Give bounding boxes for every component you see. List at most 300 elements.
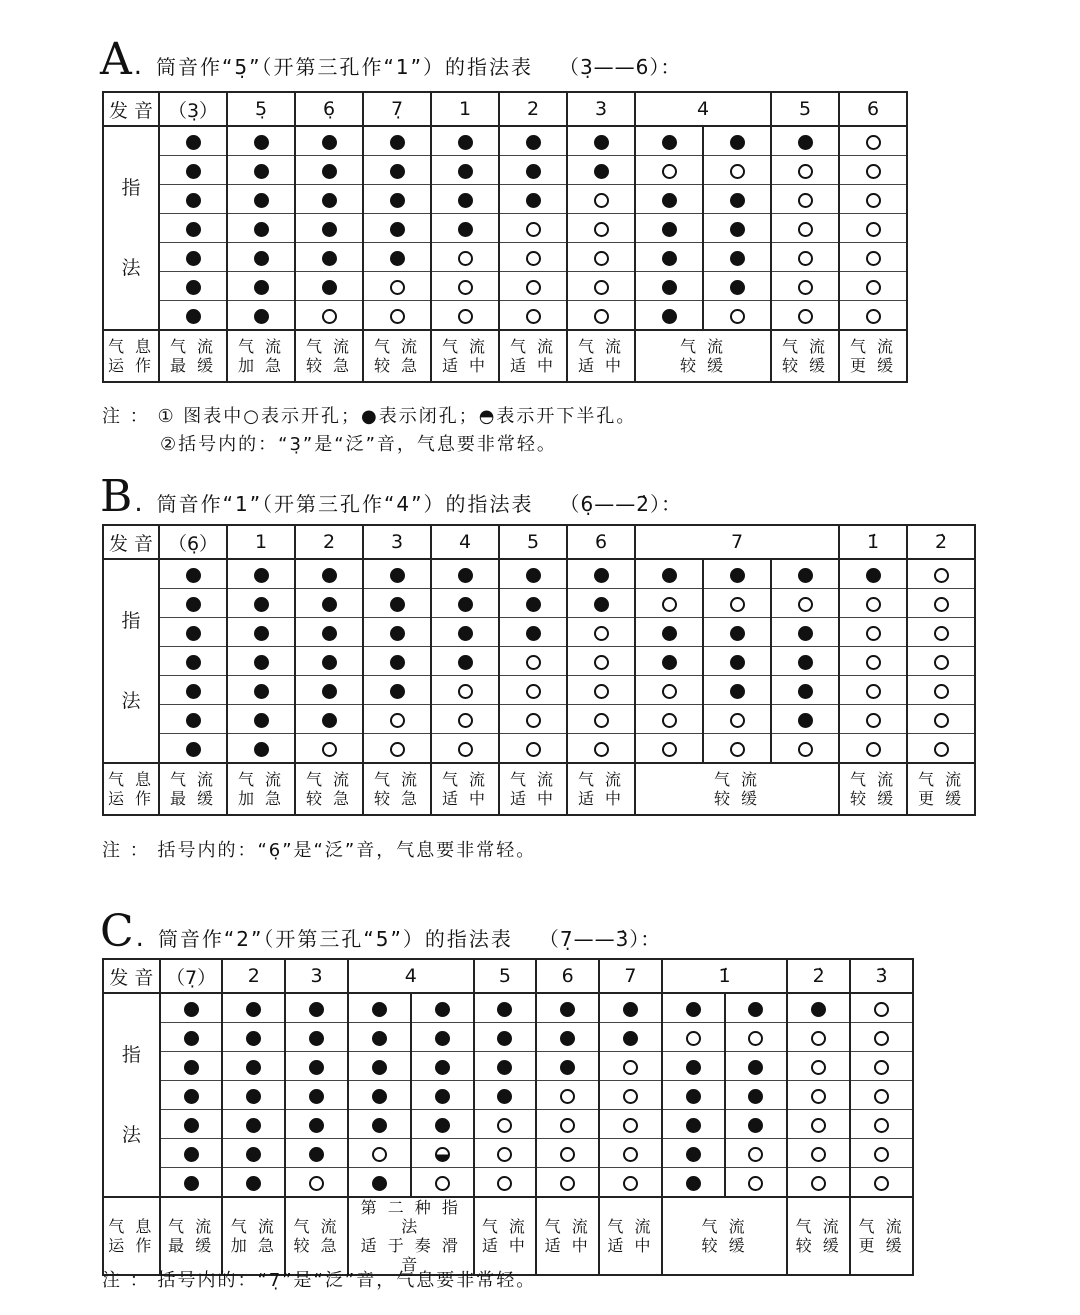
closed-hole-icon: [184, 1060, 199, 1075]
breath-cell-2: 气 流 较 急: [295, 330, 363, 382]
closed-hole-icon: [730, 655, 745, 670]
open-hole-icon: [874, 1176, 889, 1191]
finger-cell: [839, 705, 907, 734]
open-hole-icon: [798, 251, 813, 266]
closed-hole-icon: [184, 1002, 199, 1017]
note-header-8: 5: [771, 92, 839, 126]
closed-hole-icon: [254, 626, 269, 641]
closed-hole-icon: [184, 1118, 199, 1133]
note-header-1: 1: [227, 525, 295, 559]
open-hole-icon: [390, 309, 405, 324]
finger-cell: [787, 1139, 850, 1168]
finger-cell: [771, 705, 839, 734]
finger-cell: [599, 1139, 662, 1168]
finger-cell: [771, 647, 839, 676]
closed-hole-icon: [309, 1089, 324, 1104]
closed-hole-icon: [435, 1060, 450, 1075]
closed-hole-icon: [798, 568, 813, 583]
note-header-0: （3̣）: [159, 92, 227, 126]
closed-hole-icon: [322, 568, 337, 583]
finger-label-top: 指: [121, 610, 141, 632]
open-hole-icon: [594, 713, 609, 728]
breath-cell-6: 气 流 适 中: [599, 1197, 662, 1275]
finger-cell: [285, 1081, 348, 1110]
finger-cell: [771, 559, 839, 589]
closed-hole-icon: [184, 1176, 199, 1191]
closed-hole-icon: [246, 1118, 261, 1133]
finger-cell: [499, 559, 567, 589]
open-hole-icon: [309, 1176, 324, 1191]
section-a-title: [100, 34, 682, 85]
finger-cell: [839, 126, 907, 156]
closed-hole-icon: [254, 655, 269, 670]
finger-cell: [635, 676, 703, 705]
finger-cell: [771, 618, 839, 647]
open-hole-icon: [458, 309, 473, 324]
finger-cell: [363, 676, 431, 705]
finger-cell: [363, 705, 431, 734]
open-hole-icon: [458, 742, 473, 757]
finger-cell: [839, 559, 907, 589]
finger-cell: [662, 1110, 725, 1139]
closed-hole-icon: [594, 597, 609, 612]
open-hole-icon: [730, 164, 745, 179]
note-header-4: 4: [431, 525, 499, 559]
closed-hole-icon: [458, 626, 473, 641]
finger-cell: [295, 272, 363, 301]
closed-hole-icon: [730, 684, 745, 699]
finger-cell: [363, 301, 431, 331]
finger-cell: [285, 993, 348, 1023]
finger-cell: [839, 156, 907, 185]
finger-cell: [839, 243, 907, 272]
finger-cell: [431, 185, 499, 214]
closed-hole-icon: [730, 280, 745, 295]
open-hole-icon: [866, 193, 881, 208]
finger-cell: [431, 301, 499, 331]
finger-cell: [285, 1139, 348, 1168]
note-b-1: 注 ： 括号内的：“6̣”是“泛”音，气息要非常轻。: [102, 840, 537, 861]
finger-cell: [227, 559, 295, 589]
finger-cell: [536, 1023, 599, 1052]
open-hole-icon: [594, 222, 609, 237]
note-header-5: 2: [499, 92, 567, 126]
finger-cell: [839, 618, 907, 647]
open-hole-icon: [662, 713, 677, 728]
open-hole-icon: [526, 309, 541, 324]
open-hole-icon: [458, 684, 473, 699]
closed-hole-icon: [458, 193, 473, 208]
closed-hole-icon: [560, 1002, 575, 1017]
note-header-3: 3: [363, 525, 431, 559]
closed-hole-icon: [322, 713, 337, 728]
finger-cell: [159, 734, 227, 764]
closed-hole-icon: [730, 626, 745, 641]
breath-cell-0: 气 流 最 缓: [160, 1197, 223, 1275]
finger-cell: [348, 1168, 411, 1198]
closed-hole-icon: [186, 568, 201, 583]
closed-hole-icon: [184, 1031, 199, 1046]
closed-hole-icon: [798, 684, 813, 699]
finger-cell: [499, 676, 567, 705]
closed-hole-icon: [526, 135, 541, 150]
finger-cell: [635, 272, 703, 301]
open-hole-icon: [526, 280, 541, 295]
finger-cell: [160, 1110, 223, 1139]
open-hole-icon: [322, 742, 337, 757]
open-hole-icon: [748, 1147, 763, 1162]
open-hole-icon: [623, 1118, 638, 1133]
finger-cell: [703, 618, 771, 647]
breath-cell-7: 气 流 较 缓: [662, 1197, 788, 1275]
finger-cell: [567, 676, 635, 705]
finger-cell: [411, 993, 474, 1023]
breath-cell-4: 气 流 适 中: [474, 1197, 537, 1275]
note-header-6: 3: [567, 92, 635, 126]
open-hole-icon: [594, 626, 609, 641]
breath-cell-5: 气 流 适 中: [499, 763, 567, 815]
closed-hole-icon: [435, 1089, 450, 1104]
open-hole-icon: [662, 684, 677, 699]
closed-hole-icon: [390, 193, 405, 208]
closed-hole-icon: [686, 1060, 701, 1075]
breath-cell-9: 气 流 更 缓: [907, 763, 975, 815]
closed-hole-icon: [186, 742, 201, 757]
closed-hole-icon: [254, 251, 269, 266]
finger-cell: [662, 993, 725, 1023]
open-hole-icon: [372, 1147, 387, 1162]
finger-cell: [474, 1052, 537, 1081]
finger-cell: [703, 589, 771, 618]
closed-hole-icon: [309, 1060, 324, 1075]
open-hole-icon: [623, 1147, 638, 1162]
section-range: （3̣——6）：: [558, 55, 682, 79]
section-title-text: 筒音作“2”（开第三孔“5”）的指法表: [157, 927, 513, 951]
finger-cell: [227, 589, 295, 618]
closed-hole-icon: [322, 222, 337, 237]
open-hole-icon: [866, 742, 881, 757]
open-hole-icon: [798, 742, 813, 757]
note-header-8: 1̇: [839, 525, 907, 559]
finger-cell: [771, 301, 839, 331]
finger-cell: [599, 1168, 662, 1198]
finger-cell: [227, 272, 295, 301]
open-hole-icon: [623, 1060, 638, 1075]
closed-hole-icon: [662, 135, 677, 150]
finger-cell: [536, 993, 599, 1023]
open-hole-icon: [662, 597, 677, 612]
finger-cell: [567, 647, 635, 676]
open-hole-icon: [934, 684, 949, 699]
closed-hole-icon: [497, 1002, 512, 1017]
finger-cell: [703, 214, 771, 243]
open-hole-icon: [526, 713, 541, 728]
section-letter-dot: .: [135, 923, 144, 953]
closed-hole-icon: [686, 1089, 701, 1104]
finger-cell: [499, 647, 567, 676]
open-hole-icon: [811, 1118, 826, 1133]
closed-hole-icon: [594, 164, 609, 179]
note-header-0: （6̣）: [159, 525, 227, 559]
closed-hole-icon: [526, 164, 541, 179]
note-header-1: 5̣: [227, 92, 295, 126]
finger-cell: [536, 1168, 599, 1198]
finger-cell: [160, 1139, 223, 1168]
finger-cell: [839, 185, 907, 214]
breath-cell-2: 气 流 较 急: [285, 1197, 348, 1275]
open-hole-icon: [390, 713, 405, 728]
finger-cell: [599, 993, 662, 1023]
finger-cell: [431, 705, 499, 734]
open-hole-icon: [934, 742, 949, 757]
closed-hole-icon: [662, 568, 677, 583]
finger-cell: [227, 185, 295, 214]
finger-cell: [431, 647, 499, 676]
finger-cell: [295, 618, 363, 647]
open-hole-icon: [811, 1147, 826, 1162]
open-hole-icon: [798, 280, 813, 295]
finger-cell: [907, 647, 975, 676]
finger-cell: [474, 1110, 537, 1139]
closed-hole-icon: [662, 626, 677, 641]
finger-cell: [348, 1023, 411, 1052]
open-hole-icon: [662, 164, 677, 179]
breath-cell-9: 气 流 更 缓: [839, 330, 907, 382]
fingering-table-a: [102, 91, 908, 383]
fingering-label: [103, 993, 160, 1197]
finger-cell: [635, 214, 703, 243]
open-hole-icon: [798, 164, 813, 179]
closed-hole-icon: [497, 1060, 512, 1075]
closed-hole-icon: [662, 280, 677, 295]
finger-cell: [222, 1168, 285, 1198]
open-hole-icon: [866, 655, 881, 670]
open-hole-icon: [866, 626, 881, 641]
open-hole-icon: [934, 597, 949, 612]
finger-cell: [703, 156, 771, 185]
open-hole-icon: [458, 280, 473, 295]
finger-cell: [159, 185, 227, 214]
note-a-2: ②括号内的：“3̣”是“泛”音，气息要非常轻。: [160, 434, 557, 455]
finger-cell: [907, 734, 975, 764]
finger-cell: [907, 618, 975, 647]
closed-hole-icon: [458, 568, 473, 583]
finger-cell: [703, 185, 771, 214]
closed-hole-icon: [322, 597, 337, 612]
open-hole-icon: [874, 1118, 889, 1133]
finger-cell: [363, 559, 431, 589]
note-header-2: 2: [295, 525, 363, 559]
open-hole-icon: [594, 251, 609, 266]
breath-label: 气 息 运 作: [103, 1197, 160, 1275]
finger-cell: [159, 647, 227, 676]
finger-cell: [499, 185, 567, 214]
finger-cell: [635, 705, 703, 734]
finger-cell: [850, 1023, 913, 1052]
finger-cell: [227, 243, 295, 272]
closed-hole-icon: [254, 193, 269, 208]
finger-cell: [787, 1081, 850, 1110]
finger-cell: [787, 1168, 850, 1198]
closed-hole-icon: [246, 1147, 261, 1162]
finger-cell: [771, 126, 839, 156]
breath-cell-8: 气 流 较 缓: [771, 330, 839, 382]
finger-cell: [662, 1139, 725, 1168]
closed-hole-icon: [254, 309, 269, 324]
open-hole-icon: [560, 1089, 575, 1104]
open-hole-icon: [497, 1147, 512, 1162]
finger-cell: [725, 1023, 788, 1052]
finger-cell: [771, 214, 839, 243]
finger-cell: [499, 301, 567, 331]
finger-cell: [703, 676, 771, 705]
note-header-3: 4: [348, 959, 474, 993]
closed-hole-icon: [246, 1031, 261, 1046]
finger-cell: [411, 1139, 474, 1168]
note-a-1: 注 ： ① 图表中○表示开孔；●表示闭孔；◓表示开下半孔。: [102, 406, 637, 427]
fingering-table-b: [102, 524, 976, 816]
finger-cell: [567, 734, 635, 764]
breath-cell-6: 气 流 适 中: [567, 330, 635, 382]
finger-cell: [536, 1139, 599, 1168]
note-header-3: 7̣: [363, 92, 431, 126]
closed-hole-icon: [254, 742, 269, 757]
closed-hole-icon: [811, 1002, 826, 1017]
fingering-table-c: [102, 958, 914, 1276]
breath-cell-1: 气 流 加 急: [222, 1197, 285, 1275]
closed-hole-icon: [186, 655, 201, 670]
finger-cell: [787, 1023, 850, 1052]
closed-hole-icon: [186, 280, 201, 295]
finger-cell: [363, 126, 431, 156]
open-hole-icon: [866, 280, 881, 295]
finger-cell: [363, 589, 431, 618]
finger-cell: [703, 559, 771, 589]
finger-cell: [536, 1110, 599, 1139]
finger-cell: [662, 1023, 725, 1052]
header-label: 发 音: [103, 92, 159, 126]
finger-cell: [222, 1110, 285, 1139]
finger-cell: [160, 1052, 223, 1081]
finger-cell: [567, 559, 635, 589]
closed-hole-icon: [623, 1002, 638, 1017]
note-header-2: 6̣: [295, 92, 363, 126]
finger-cell: [295, 734, 363, 764]
finger-label-top: 指: [121, 1044, 141, 1066]
open-hole-icon: [526, 742, 541, 757]
finger-cell: [725, 993, 788, 1023]
finger-cell: [635, 647, 703, 676]
finger-cell: [635, 185, 703, 214]
finger-cell: [227, 734, 295, 764]
closed-hole-icon: [322, 280, 337, 295]
finger-cell: [295, 589, 363, 618]
finger-cell: [499, 589, 567, 618]
finger-cell: [839, 734, 907, 764]
closed-hole-icon: [594, 135, 609, 150]
finger-cell: [662, 1081, 725, 1110]
open-hole-icon: [730, 713, 745, 728]
finger-cell: [662, 1168, 725, 1198]
breath-cell-4: 气 流 适 中: [431, 763, 499, 815]
finger-cell: [160, 1081, 223, 1110]
closed-hole-icon: [798, 135, 813, 150]
finger-cell: [839, 589, 907, 618]
finger-cell: [839, 647, 907, 676]
finger-cell: [159, 156, 227, 185]
finger-cell: [703, 243, 771, 272]
finger-cell: [703, 647, 771, 676]
closed-hole-icon: [390, 135, 405, 150]
finger-cell: [850, 1168, 913, 1198]
finger-cell: [295, 185, 363, 214]
breath-cell-3: 气 流 较 急: [363, 330, 431, 382]
finger-cell: [159, 705, 227, 734]
closed-hole-icon: [322, 626, 337, 641]
finger-cell: [474, 993, 537, 1023]
note-header-7: 7: [635, 525, 839, 559]
open-hole-icon: [811, 1176, 826, 1191]
closed-hole-icon: [186, 626, 201, 641]
finger-cell: [850, 993, 913, 1023]
closed-hole-icon: [662, 655, 677, 670]
open-hole-icon: [730, 597, 745, 612]
finger-cell: [567, 185, 635, 214]
closed-hole-icon: [458, 655, 473, 670]
open-hole-icon: [934, 655, 949, 670]
open-hole-icon: [798, 222, 813, 237]
note-header-6: 7: [599, 959, 662, 993]
finger-cell: [363, 243, 431, 272]
finger-cell: [285, 1023, 348, 1052]
closed-hole-icon: [662, 193, 677, 208]
closed-hole-icon: [254, 164, 269, 179]
finger-cell: [160, 1168, 223, 1198]
finger-cell: [295, 647, 363, 676]
finger-cell: [725, 1139, 788, 1168]
closed-hole-icon: [730, 193, 745, 208]
section-letter-dot: .: [134, 488, 143, 518]
fingering-label: [103, 126, 159, 330]
finger-cell: [431, 214, 499, 243]
finger-cell: [771, 185, 839, 214]
open-hole-icon: [322, 309, 337, 324]
finger-cell: [907, 589, 975, 618]
finger-label-top: 指: [121, 177, 141, 199]
finger-cell: [348, 1052, 411, 1081]
closed-hole-icon: [372, 1118, 387, 1133]
finger-cell: [499, 705, 567, 734]
closed-hole-icon: [560, 1060, 575, 1075]
open-hole-icon: [560, 1176, 575, 1191]
closed-hole-icon: [186, 251, 201, 266]
closed-hole-icon: [435, 1031, 450, 1046]
finger-cell: [222, 1139, 285, 1168]
finger-cell: [159, 272, 227, 301]
closed-hole-icon: [458, 135, 473, 150]
closed-hole-icon: [662, 309, 677, 324]
closed-hole-icon: [730, 222, 745, 237]
note-header-4: 1: [431, 92, 499, 126]
note-header-9: 6: [839, 92, 907, 126]
closed-hole-icon: [372, 1031, 387, 1046]
finger-cell: [159, 243, 227, 272]
open-hole-icon: [866, 222, 881, 237]
open-hole-icon: [623, 1176, 638, 1191]
closed-hole-icon: [497, 1031, 512, 1046]
breath-cell-9: 气 流 更 缓: [850, 1197, 913, 1275]
finger-cell: [599, 1081, 662, 1110]
